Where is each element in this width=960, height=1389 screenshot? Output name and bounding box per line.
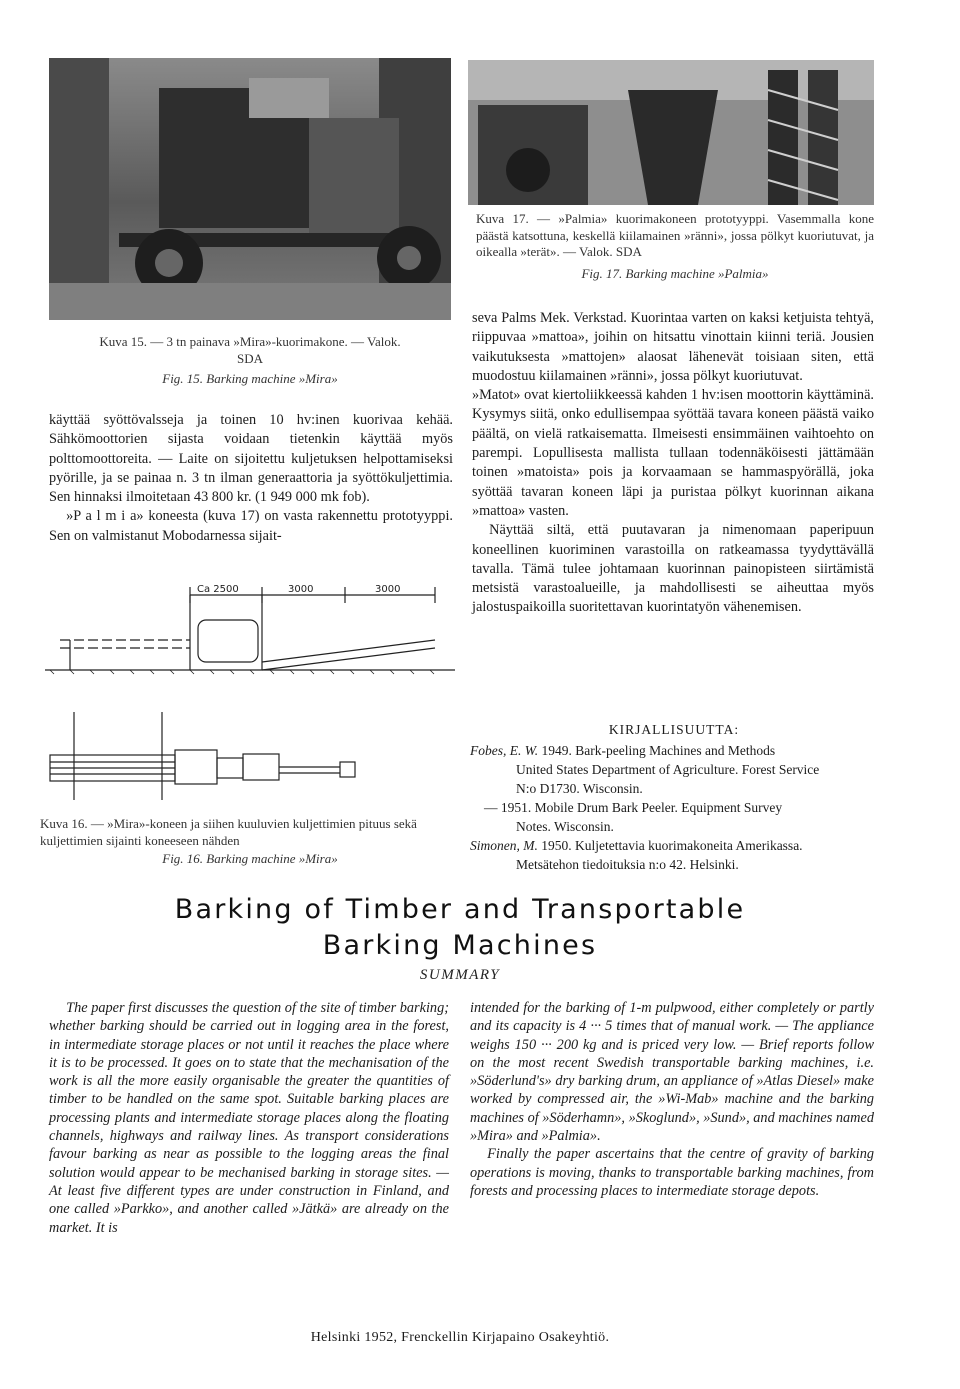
reference-author: — 1951. (484, 800, 532, 815)
fig16-caption-fi: Kuva 16. — »Mira»-koneen ja siihen kuuluvien kuljettimien pituus sekä kuljettimien sijainti koneeseen nähden (40, 816, 417, 848)
fig17-photo (468, 60, 874, 205)
reference-item (470, 836, 878, 874)
references-heading: KIRJALLISUUTTA: (608, 722, 740, 737)
summary-title-line-2: Barking Machines (322, 930, 598, 961)
fig17-caption-fi: Kuva 17. — »Palmia» kuorimakoneen prototyyppi. Vasemmalla kone päästä katsottuna, keskellä kiilamainen »ränni», jossa pölkyt kuoriutuvat, ja oikealla »terät». — Valok. SDA (476, 211, 874, 259)
reference-item (470, 741, 878, 798)
reference-text: 1950. Kuljetettavia kuorimakoneita Amerikassa. (537, 838, 803, 853)
left-paragraph-2: »P a l m i a» koneesta (kuva 17) on vasta rakennettu prototyyppi. Sen on valmistanut Mobodarnessa sijait- (49, 508, 453, 544)
fig17-caption-en: Fig. 17. Barking machine »Palmia» (581, 265, 769, 281)
right-paragraph-3: Näyttää siltä, että puutavaran ja nimenomaan paperipuun koneellinen kuoriminen varastoilla on ratkeamassa tyydyttävällä tavalla. Tämä tulee johtamaan kuorinnan painopisteen siirtämistä metsistä varastoalueille, ja mahdollisesti se aiheuttaa myös jalostuspaikoilla suoritettavan kuorintatyön vähenemisen. (472, 522, 874, 616)
summary-subtitle: SUMMARY (419, 967, 501, 983)
reference-author: Fobes, E. W. (470, 743, 539, 758)
left-column-text (49, 411, 453, 546)
reference-text: Metsätehon tiedoituksia n:o 42. Helsinki. (516, 857, 739, 872)
summary-left-paragraph: The paper first discusses the question of the site of timber barking; whether barking should be carried out in logging area in the forest, in intermediate storage places or not until it reaches the place where it is to be processed. It goes on to state that the mechanisation of the work is all the more easily organisable the greater the quantities of timber to be handled on the same spot. Suitable barking places are processing plants and intermediate storage places along the floating channels, highways and railway lines. As transport considerations favour barking as near as possible to the logging areas the final solution would appear to be mechanised barking in storage sites. — At least five different types are under construction in Finland, and one called »Parkko», and another called »Jätkä» are already on the market. It is (49, 1000, 449, 1236)
fig17-photo-image (468, 60, 874, 205)
summary-right-paragraph-2: Finally the paper ascertains that the centre of gravity of barking operations is moving, thanks to transportable barking machines, from forests and processing places to intermediate storage depots. (470, 1146, 874, 1199)
reference-text: Notes. Wisconsin. (516, 819, 614, 834)
fig15-photo (49, 58, 451, 320)
summary-title-line-1: Barking of Timber and Transportable (174, 894, 746, 925)
right-paragraph-2: »Matot» ovat kiertoliikkeessä kahden 1 hv:isen moottorin käyttäminä. Kysymys siitä, onko edullisempaa syöttää tavara koneen päästä vaiko päältä, on vielä ratkaisematta. Ilmeisesti ensimmäinen vaihtoehto on parempi. Lopullisesta mallista tullaan todennäköisesti jättämään toinen »matoista» pois ja korvaamaan se hammaspyörällä, joka syöttää tavaran koneen läpi ja puristaa pölkyt kuorinnan aikana »mattoa» vasten. (472, 387, 874, 519)
fig16-dim-label-1: Ca 2500 (197, 584, 239, 595)
reference-text: Mobile Drum Bark Peeler. Equipment Survey (531, 800, 783, 815)
fig15-caption-en: Fig. 15. Barking machine »Mira» (162, 371, 338, 386)
fig15-caption-fi: Kuva 15. — 3 tn painava »Mira»-kuorimakone. — Valok. SDA (99, 334, 401, 366)
fig15-photo-image (49, 58, 451, 320)
summary-right-paragraph-1: intended for the barking of 1-m pulpwood, either completely or partly and its capacity is 4 ··· 5 times that of manual work. — The appliance weighs 150 ··· 200 kg and is priced very low. — Brief reports follow on the most recent Swedish transportable barking machines, i.e. »Söderlund's» dry barking drum, an appliance of »Atlas Diesel» make worked by compressed air, the »Wi-Mab» machine and the barking machines of »Söderhamn», »Skoglund», »Sund», and machines named »Mira» and »Palmia». (470, 1000, 874, 1145)
right-paragraph-1: seva Palms Mek. Verkstad. Kuorintaa varten on kaksi ketjuista tehtyä, riippuvaa »mattoa», joihin on hitsattu vinottain kiinni teriä. Jousien vaikutuksesta »mattojen» alaosat lähenevät toisiaan siten, että muodostuu kiilamainen »ränni», jossa pölkyt kuoriutuvat. (472, 310, 874, 384)
summary-left-column (49, 999, 449, 1237)
printer-footer: Helsinki 1952, Frenckellin Kirjapaino Osakeyhtiö. (310, 1330, 610, 1345)
reference-author: Simonen, M. (470, 838, 538, 853)
fig16-caption (40, 816, 460, 868)
reference-text: United States Department of Agriculture. Forest Service (516, 762, 820, 777)
fig16-dim-label-2: 3000 (288, 584, 314, 595)
left-paragraph-1: käyttää syöttövalsseja ja toinen 10 hv:inen kuorivaa kehää. Sähkömoottorien sijasta voidaan tietenkin käyttää myös polttomoottoreita. — Laite on sijoitettu kuljetuksen helpottamiseksi pyörille, ja se painaa n. 3 tn ilman generaattoria ja syöttökuljettimia. Sen hinnaksi ilmoitetaan 43 800 kr. (1 949 000 mk fob). (49, 412, 453, 506)
references (470, 720, 878, 874)
fig17-caption (476, 211, 874, 282)
fig16-diagram (40, 570, 460, 815)
summary-right-column (470, 999, 874, 1200)
reference-text: 1949. Bark-peeling Machines and Methods (538, 743, 776, 758)
fig16-drawing (40, 570, 460, 815)
reference-text: N:o D1730. Wisconsin. (516, 781, 643, 796)
fig16-dim-label-3: 3000 (375, 584, 401, 595)
reference-item (470, 798, 878, 836)
fig15-caption (40, 334, 460, 388)
right-column-text (472, 309, 874, 618)
fig16-caption-en: Fig. 16. Barking machine »Mira» (162, 851, 338, 866)
